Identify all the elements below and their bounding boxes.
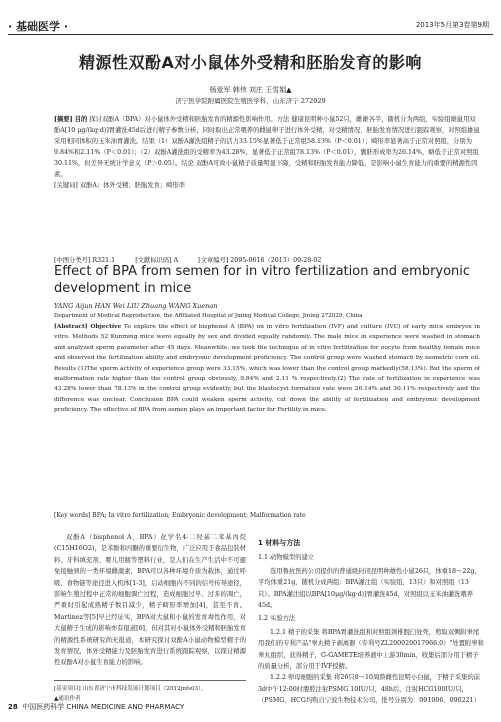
abstract-en-text: To explore the effect of bisphenol A (BPA) on in vitro fertilization (IVF) and culture (IVC) of early mice embryos in vitro. Methods 52 Kunming mice were equally by sex and divided equally randomly. The male mice in experience were washed in stomach and analyzed sperm parameter after 45 days. Meanwhile, we took the technique of in vitro fertilization for oocyte from healthy female mice and observed the fertilization ability and embryonic development proficiency. The control group were washed stomach by isometric corn oil. Results (1)The sperm activity of experience group were 33.15%, which was lower than the control group markedly(58.13%). But the sperm of malformation rate higher than the control group obviously, 9.84% and 2.11 % respectively.(2) The rate of fertilization in experience was 43.28% lower than 78.13% in the control group evidently, but the blastocyst formation rate were 26.14% and 30.11% respectively and the difference was unclear. Conclusion BPA could weaken sperm activity, cut down the ability of fertilization and embryonic development proficiency. The effective of BPA from semen plays an important factor for Fertility in mice. <box>54 324 480 414</box>
subsubsection-heading: 1.2.1 精子的采集 <box>270 628 320 636</box>
methods-paragraph: 选用鲁抗医药公司提供的普通级封闭昆明种雄性小鼠26只，体重18～22g，平均体重21g，随机分成两组：BPA灌注组（实验组，13只）和对照组（13只）。BPA灌注组以BPA[10μg/(kg·d)]胃灌洗45d，对照组以玉米油灌洗喂养45d。 <box>258 567 481 610</box>
issue-info: 2013年5月第3卷第9期 <box>415 21 489 29</box>
keywords-cn: [关键词] 双酚A；体外受精；胚胎发育；畸形率 <box>54 182 186 189</box>
header-divider <box>8 34 493 35</box>
abstract-cn <box>54 114 480 191</box>
subsubsection-heading: 1.2.2 卵母细胞的采集 <box>270 674 333 682</box>
body-right-column <box>258 532 484 707</box>
abstract-en-label: [Abstract] Objective <box>54 323 122 330</box>
authors-cn: 杨爱军 韩伟 刘庄 王雪娟▲ <box>209 86 292 94</box>
article-title-cn: 精源性双酚A对小鼠体外受精和胚胎发育的影响 <box>79 53 422 72</box>
footnote <box>54 680 246 704</box>
methods-paragraph: 将26只8～10周龄雌性昆明小白鼠，于精子采集的前3d中午12:00时腹腔注射PSMG 10IU/只，48h后，注射HCG100IU/只，（PSMG、HCG均购自宁波生物技术公司，批号分别为：091006、090221） <box>258 674 481 705</box>
fund-project: [基金项目] 山东省济宁市科技发展计划项目（2012jnfs03）。 <box>54 686 207 692</box>
intro-paragraph: 双酚A（bisphenol A，BPA）化学名4-二羟基二苯基丙烷(C15H16O2)，是苯酚和丙酮的重要衍生物，广泛应用于食品包装材料、牙科填充剂、婴儿用瓶等塑料行业，是人们在生产生活中不可避免接触到的一类环境雌激素，BPA可以各种环境介质为载体，通过呼吸、食物链等途径进入机体[1-3]，启动细胞内不同的信号传导途径，影响生殖过程中正常的细胞调亡过程，造成细胞过早、过多的凋亡，严重时引起成熟精子数目减少，精子畸形率增加[4]，甚至不育。Martinez等[5]早已经证实，BPA对大鼠和小鼠的发育毒性作用，对大鼠精子生成的影响亦有报道[6]，但对其对小鼠体外受精和胚胎发育的精源性系统研究尚无报道，本研究探讨双酚A小鼠动物模型精子的发育情况，体外受精能力及胚胎发育进行系统跟踪观察，以探讨精源性双酚A对小鼠生育能力的影响。 <box>54 534 246 667</box>
document-code: [文献标识码] A <box>135 257 179 264</box>
subsection-heading: 1.1 动物模型的建立 <box>258 554 315 562</box>
page-footer <box>8 702 184 712</box>
authors-en: YANG Aijun HAN Wei LIU Zhuang WANG Xuenan <box>54 302 218 310</box>
keywords-en: [Key words] BPA; In vitro fertilization; Embryonic development; Malformation rate <box>54 512 306 519</box>
affiliation-cn: 济宁医学院附属医院生殖医学科，山东济宁 272029 <box>175 97 326 105</box>
body-left-column <box>54 532 246 669</box>
article-number: [文章编号] 2095-0616（2013）09-28-02 <box>198 257 322 264</box>
abstract-cn-text: 探讨双酚A（BPA）对小鼠体外受精和胚胎发育的精源性影响作用。方法 健康昆明种小鼠52只，雌雄各半，随机分为两组，实验组雄鼠用双酚A[10 μg/(kg·d)]胃灌洗45d后进行精子参数分析，同时取出正常喂养的雌鼠卵子进行体外受精，对受精情况、胚胎发育情况进行跟踪观察，对照组雄鼠采用相同体积的玉米油胃灌洗。结果（1）双酚A灌洗组精子的活力33.15%显著低于正常组58.13%（P＜0.01）；畸形率显著高于正常对照组，分别为9.84%和2.11%（P＜0.01）；（2）双酚A灌洗组的受精率为43.28%，显著低于正常组78.13%（P＜0.01），囊胚形成率为26.14%，略低于正常对照组30.11%，但差异无统计学意义（P＞0.05）。结论 双酚A可致小鼠精子质量明显下降，受精和胚胎发育能力降低，是影响小鼠生育能力的重要的精源性因素。 <box>54 116 480 178</box>
article-title-en: Effect of BPA from semen for in vitro fertilization and embryonic development in mice <box>54 264 471 296</box>
abstract-en <box>54 322 480 416</box>
methods-paragraph: 将BPA胃灌洗组和对照组颈椎脱臼处死，剪取双侧附睾尾用我们的专利产品"睾丸精子剥离器（专利号ZL200920017966.0）"处置附睾和睾丸组织，获得精子，G-GAMETE培养液中上游30min，收集后部分用于精子的质量分析，部分用于IVF授精。 <box>258 628 484 671</box>
page-number: 28 <box>8 703 18 711</box>
clc-number: [中图分类号] R321.1 <box>54 257 116 264</box>
subsection-heading: 1.2 实验方法 <box>258 615 296 623</box>
section-label: · 基础医学 · <box>8 20 69 33</box>
department-en: Department of Medical Reproduction, the Affiliated Hospital of Jining Medical College, Jining 272029, China <box>54 313 363 319</box>
corresponding-author: ▲通讯作者 <box>54 696 81 702</box>
section-heading: 1 材料与方法 <box>258 539 301 547</box>
journal-name: 中国医药科学 CHINA MEDICINE AND PHARMACY <box>22 703 185 711</box>
abstract-cn-label: [摘要] 目的 <box>54 116 88 123</box>
